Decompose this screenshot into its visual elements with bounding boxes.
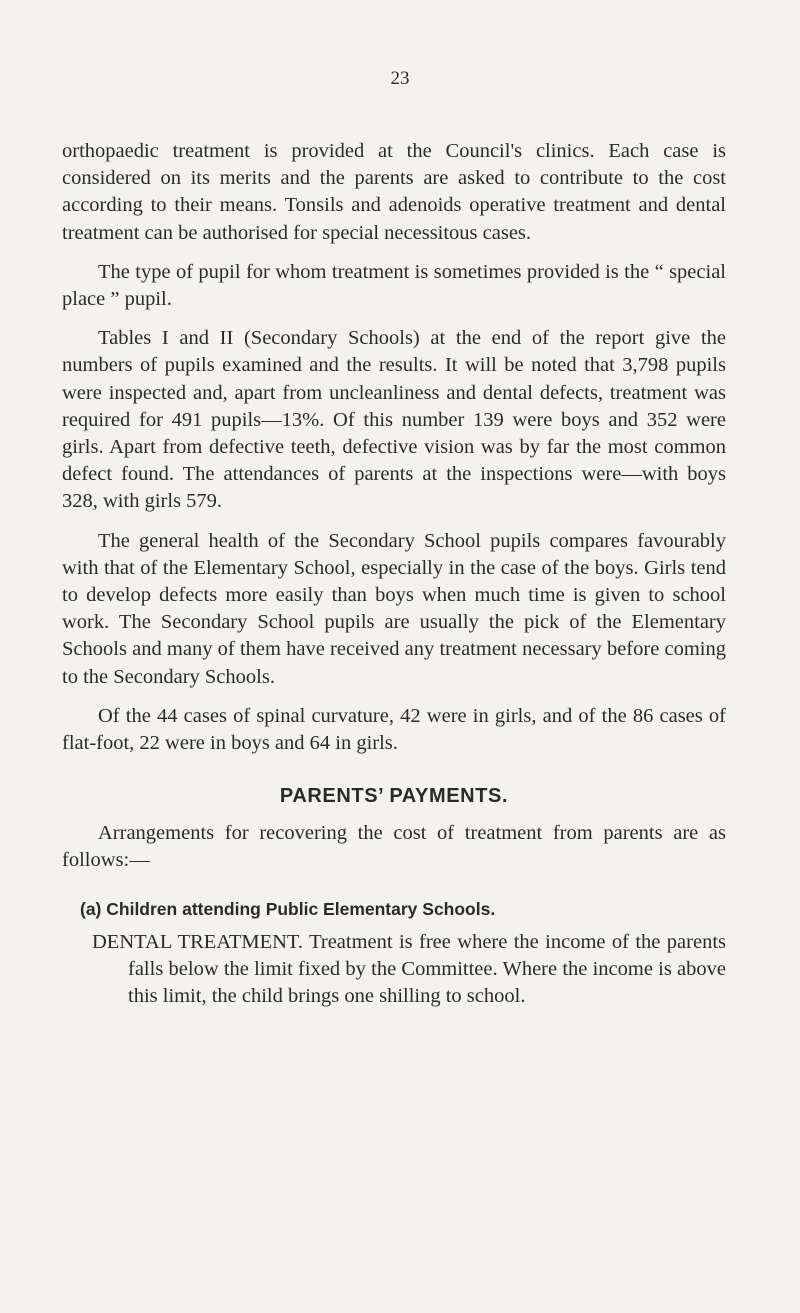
- paragraph-tables: Tables I and II (Secondary Schools) at the end of the report give the numbers of pupils examined and the results. It will be noted that 3,798 pupils were inspected and, apart from uncleanliness and dental defects, treatment was required for 491 pupils—13%. Of this number 139 were boys and 352 were girls. Apart from defective teeth, defective vision was by far the most common defect found. The attendances of parents at the inspections were—with boys 328, with girls 579.: [62, 327, 726, 513]
- dental-treatment-paragraph: DENTAL TREATMENT. Treatment is free where the income of the parents falls below the limit fixed by the Committee. Where the income is above this limit, the child brings one shilling to school.: [92, 930, 726, 1008]
- section-intro: Arrangements for recovering the cost of treatment from parents are as follows:—: [62, 822, 726, 872]
- paragraph-orthopaedic: orthopaedic treatment is provided at the Council's clinics. Each case is considered on its merits and the parents are asked to contribute to the cost according to their means. Tonsils and adenoids operative treatment and dental treatment can be authorised for special necessitous cases.: [62, 140, 726, 244]
- section-heading: PARENTS’ PAYMENTS.: [279, 785, 509, 808]
- paragraph-general-health: The general health of the Secondary School pupils compares favourably with that of the Elementary School, especially in the case of the boys. Girls tend to develop defects more easily than boys when much time is given to school work. The Secondary School pupils are usually the pick of the Elementary Schools and many of them have received any treatment necessary before coming to the Secondary Schools.: [62, 529, 726, 688]
- paragraph-spinal-curvature: Of the 44 cases of spinal curvature, 42 were in girls, and of the 86 cases of flat-foot, 22 were in boys and 64 in girls.: [62, 704, 726, 755]
- page-number: 23: [390, 68, 410, 89]
- paragraph-special-place: The type of pupil for whom treatment is sometimes provided is the “ special place ” pupil.: [62, 260, 726, 311]
- subheading: (a) Children attending Public Elementary Schools.: [80, 898, 496, 919]
- document-body: [62, 138, 726, 1010]
